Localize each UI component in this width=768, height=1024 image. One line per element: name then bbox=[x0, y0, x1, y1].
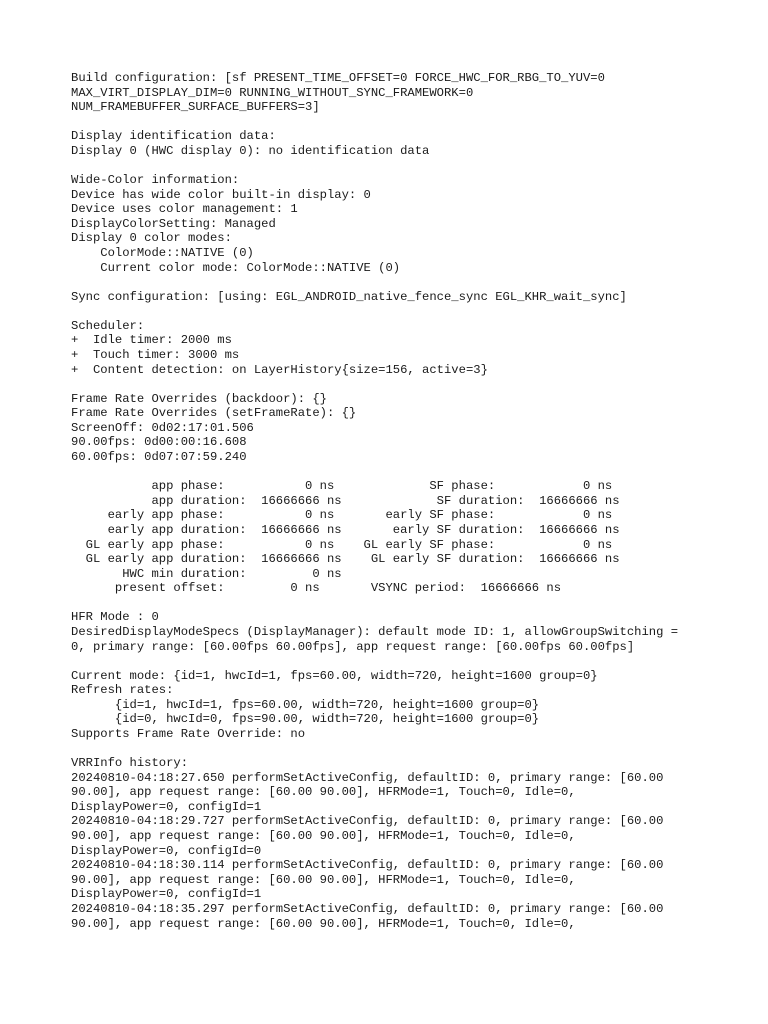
text-line: 20240810-04:18:35.297 performSetActiveConfig, defaultID: 0, primary range: [60.00 bbox=[71, 901, 664, 916]
text-line: 60.00fps: 0d07:07:59.240 bbox=[71, 450, 247, 465]
text-line: early app duration: 16666666 ns early SF duration: 16666666 ns bbox=[71, 522, 620, 537]
text-line: Device has wide color built-in display: 0 bbox=[71, 187, 371, 202]
text-line: MAX_VIRT_DISPLAY_DIM=0 RUNNING_WITHOUT_SYNC_FRAMEWORK=0 bbox=[71, 85, 474, 100]
text-line: + Content detection: on LayerHistory{size=156, active=3} bbox=[71, 362, 488, 377]
text-line bbox=[71, 596, 731, 611]
text-line: Frame Rate Overrides (backdoor): {} bbox=[71, 391, 327, 406]
text-line: + Touch timer: 3000 ms bbox=[71, 347, 240, 362]
text-line bbox=[71, 304, 731, 319]
text-line bbox=[71, 377, 731, 392]
text-line: Display 0 color modes: bbox=[71, 231, 232, 246]
text-line: HFR Mode : 0 bbox=[71, 610, 159, 625]
text-line: app duration: 16666666 ns SF duration: 16666666 ns bbox=[71, 493, 620, 508]
text-line: 20240810-04:18:30.114 performSetActiveConfig, defaultID: 0, primary range: [60.00 bbox=[71, 858, 664, 873]
text-line: HWC min duration: 0 ns bbox=[71, 566, 342, 581]
text-line: 90.00], app request range: [60.00 90.00], HFRMode=1, Touch=0, Idle=0, bbox=[71, 916, 576, 931]
text-line: {id=1, hwcId=1, fps=60.00, width=720, height=1600 group=0} bbox=[71, 697, 540, 712]
text-line: Sync configuration: [using: EGL_ANDROID_native_fence_sync EGL_KHR_wait_sync] bbox=[71, 289, 627, 304]
text-line: 20240810-04:18:29.727 performSetActiveConfig, defaultID: 0, primary range: [60.00 bbox=[71, 814, 664, 829]
text-line: Wide-Color information: bbox=[71, 173, 240, 188]
text-line: Current color mode: ColorMode::NATIVE (0) bbox=[71, 260, 401, 275]
text-line: DisplayPower=0, configId=0 bbox=[71, 843, 262, 858]
text-line: DisplayColorSetting: Managed bbox=[71, 216, 276, 231]
text-line bbox=[71, 158, 731, 173]
text-line: DesiredDisplayModeSpecs (DisplayManager): default mode ID: 1, allowGroupSwitching = bbox=[71, 624, 679, 639]
text-line: Build configuration: [sf PRESENT_TIME_OFFSET=0 FORCE_HWC_FOR_RBG_TO_YUV=0 bbox=[71, 71, 605, 85]
text-line: 20240810-04:18:27.650 performSetActiveConfig, defaultID: 0, primary range: [60.00 bbox=[71, 770, 664, 785]
text-line: Device uses color management: 1 bbox=[71, 202, 298, 217]
text-line: 90.00], app request range: [60.00 90.00], HFRMode=1, Touch=0, Idle=0, bbox=[71, 829, 576, 844]
text-line: ScreenOff: 0d02:17:01.506 bbox=[71, 420, 254, 435]
text-line: 90.00], app request range: [60.00 90.00], HFRMode=1, Touch=0, Idle=0, bbox=[71, 872, 576, 887]
text-line bbox=[71, 654, 731, 669]
text-line: {id=0, hwcId=0, fps=90.00, width=720, height=1600 group=0} bbox=[71, 712, 540, 727]
text-line: 90.00fps: 0d00:00:16.608 bbox=[71, 435, 247, 450]
text-line bbox=[71, 275, 731, 290]
text-line bbox=[71, 115, 731, 130]
text-line bbox=[71, 742, 731, 757]
text-line: ColorMode::NATIVE (0) bbox=[71, 245, 254, 260]
text-line: VRRInfo history: bbox=[71, 756, 189, 771]
text-line: present offset: 0 ns VSYNC period: 16666666 ns bbox=[71, 581, 562, 596]
dumpsys-text-document bbox=[71, 71, 731, 931]
text-line: Display identification data: bbox=[71, 129, 276, 144]
text-line: GL early app duration: 16666666 ns GL early SF duration: 16666666 ns bbox=[71, 552, 620, 567]
text-line: Display 0 (HWC display 0): no identification data bbox=[71, 143, 430, 158]
text-line: Refresh rates: bbox=[71, 683, 174, 698]
text-line: GL early app phase: 0 ns GL early SF phase: 0 ns bbox=[71, 537, 613, 552]
text-line: + Idle timer: 2000 ms bbox=[71, 333, 232, 348]
text-line: 0, primary range: [60.00fps 60.00fps], app request range: [60.00fps 60.00fps] bbox=[71, 639, 635, 654]
text-line bbox=[71, 465, 731, 480]
text-line: Scheduler: bbox=[71, 318, 145, 333]
text-line: Frame Rate Overrides (setFrameRate): {} bbox=[71, 406, 357, 421]
text-line: DisplayPower=0, configId=1 bbox=[71, 887, 262, 902]
text-line: early app phase: 0 ns early SF phase: 0 ns bbox=[71, 508, 613, 523]
text-line: app phase: 0 ns SF phase: 0 ns bbox=[71, 479, 613, 494]
text-line: 90.00], app request range: [60.00 90.00], HFRMode=1, Touch=0, Idle=0, bbox=[71, 785, 576, 800]
text-line: Current mode: {id=1, hwcId=1, fps=60.00, width=720, height=1600 group=0} bbox=[71, 668, 598, 683]
text-line: NUM_FRAMEBUFFER_SURFACE_BUFFERS=3] bbox=[71, 100, 320, 115]
text-line: Supports Frame Rate Override: no bbox=[71, 727, 306, 742]
text-line: DisplayPower=0, configId=1 bbox=[71, 799, 262, 814]
